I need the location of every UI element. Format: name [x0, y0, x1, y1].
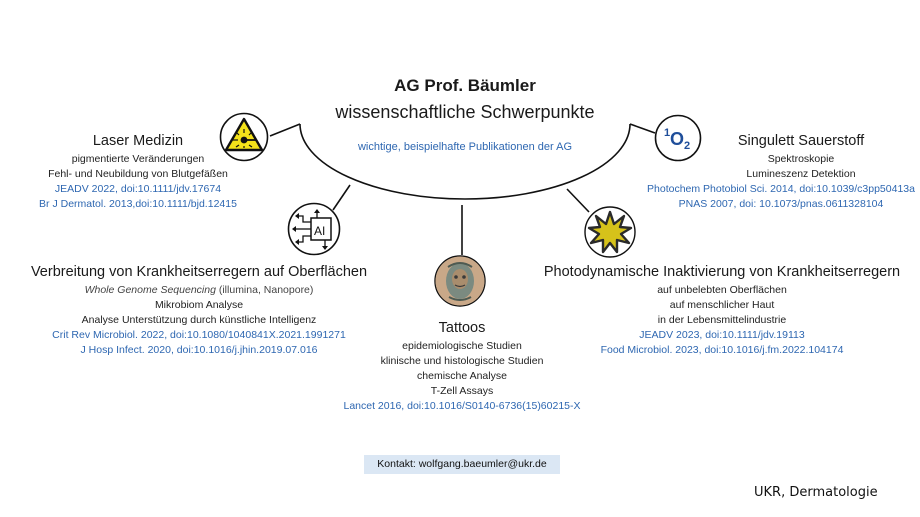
- topic-tattoos-ref[interactable]: Lancet 2016, doi:10.1016/S0140-6736(15)60215-X: [343, 400, 581, 412]
- hub-arc: [300, 124, 630, 199]
- contact-box[interactable]: Kontakt: wolfgang.baeumler@ukr.de: [364, 455, 560, 474]
- topic-singlet-ref[interactable]: PNAS 2007, doi: 10.1073/pnas.0611328104: [678, 198, 884, 210]
- topic-laser-ref[interactable]: Br J Dermatol. 2013,doi:10.1111/bjd.12415: [39, 198, 237, 210]
- topic-tattoos-title: Tattoos: [438, 320, 486, 336]
- topic-singlet-ref[interactable]: Photochem Photobiol Sci. 2014, doi:10.1039/c3pp50413a: [647, 183, 915, 195]
- topic-photodynamic-line: auf unbelebten Oberflächen: [657, 284, 787, 296]
- topic-pathogens-title: Verbreitung von Krankheitserregern auf Oberflächen: [30, 264, 368, 280]
- svg-text:O: O: [670, 129, 685, 149]
- topic-singlet-line: Spektroskopie: [767, 153, 835, 165]
- tattoo-photo-icon: [434, 255, 486, 312]
- ai-circuit-icon: [287, 202, 341, 261]
- footer-institution: UKR, Dermatologie: [754, 485, 878, 500]
- topic-tattoos-line: T-Zell Assays: [430, 385, 494, 397]
- publications-note: wichtige, beispielhafte Publikationen der AG: [357, 141, 573, 153]
- topic-laser-ref[interactable]: JEADV 2022, doi:10.1111/jdv.17674: [54, 183, 222, 195]
- topic-pathogens-line: Analyse Unterstützung durch künstliche Intelligenz: [81, 314, 317, 326]
- main-title: AG Prof. Bäumler: [394, 76, 536, 95]
- topic-laser: [10, 133, 266, 212]
- topic-tattoos-line: chemische Analyse: [417, 370, 507, 382]
- topic-pathogens-line: Mikrobiom Analyse: [154, 299, 244, 311]
- topic-photodynamic: [532, 264, 912, 358]
- topic-photodynamic-title: Photodynamische Inaktivierung von Krankheitserregern: [543, 264, 901, 280]
- topic-photodynamic-line: in der Lebensmittelindustrie: [657, 314, 787, 326]
- topic-laser-line: Fehl- und Neubildung von Blutgefäßen: [48, 168, 228, 180]
- connector-laser: [270, 124, 300, 136]
- topic-tattoos-line: epidemiologische Studien: [402, 340, 522, 352]
- svg-text:1: 1: [664, 127, 671, 139]
- svg-text:AI: AI: [314, 224, 326, 238]
- topic-pathogens-wgs: Whole Genome Sequencing (illumina, Nanopore): [84, 284, 314, 296]
- starburst-icon: [584, 206, 636, 263]
- topic-photodynamic-line: auf menschlicher Haut: [669, 299, 775, 311]
- topic-laser-title: Laser Medizin: [92, 133, 184, 149]
- topic-photodynamic-ref[interactable]: Food Microbiol. 2023, doi:10.1016/j.fm.2022.104174: [600, 344, 844, 356]
- topic-singlet: [645, 133, 917, 212]
- svg-text:2: 2: [684, 140, 691, 152]
- topic-laser-line: pigmentierte Veränderungen: [71, 153, 205, 165]
- topic-tattoos-line: klinische und histologische Studien: [380, 355, 544, 367]
- topic-singlet-line: Lumineszenz Detektion: [746, 168, 856, 180]
- topic-pathogens-ref[interactable]: J Hosp Infect. 2020, doi:10.1016/j.jhin.2019.07.016: [80, 344, 318, 356]
- topic-photodynamic-ref[interactable]: JEADV 2023, doi:10.1111/jdv.19113: [639, 329, 805, 341]
- topic-singlet-title: Singulett Sauerstoff: [737, 133, 865, 149]
- main-subtitle: wissenschaftliche Schwerpunkte: [335, 102, 595, 122]
- connector-singlet: [630, 124, 655, 133]
- topic-pathogens-ref[interactable]: Crit Rev Microbiol. 2022, doi:10.1080/1040841X.2021.1991271: [52, 329, 346, 341]
